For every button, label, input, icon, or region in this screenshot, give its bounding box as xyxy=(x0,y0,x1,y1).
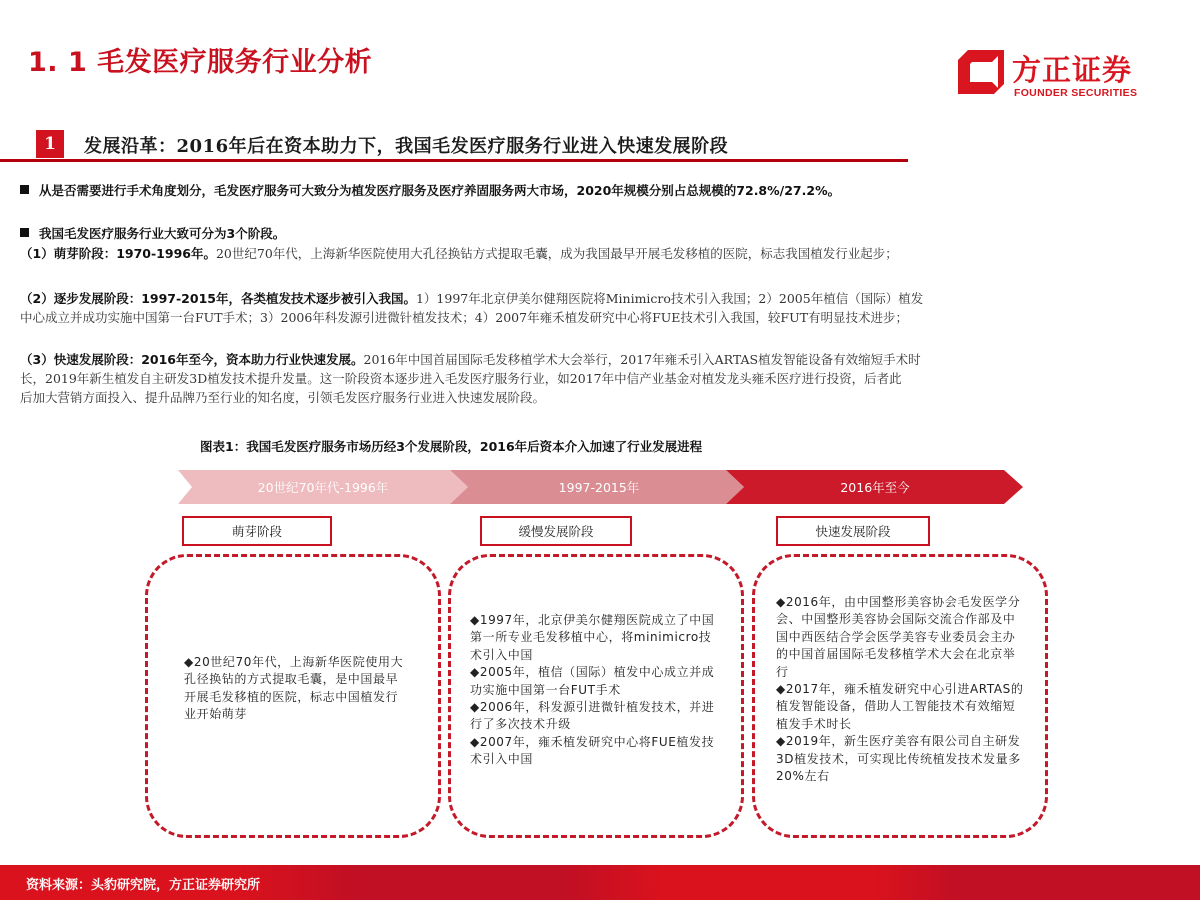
stage-box-text xyxy=(776,594,1026,785)
timeline-period-1: 20世纪70年代-1996年 xyxy=(257,480,389,495)
section-number-badge: 1 xyxy=(36,130,64,158)
stage-body: 长，2019年新生植发自主研发3D植发技术提升发量。这一阶段资本逐步进入毛发医疗服务行业，如2017年中信产业基金对植发龙头雍禾医疗进行投资，后者此 xyxy=(20,371,902,386)
stage-label-sprouting: 萌芽阶段 xyxy=(182,516,332,546)
stage-box-text xyxy=(184,654,406,724)
stage-body: 2016年中国首届国际毛发移植学术大会举行，2017年雍禾引入ARTAS植发智能设备有效缩短手术时 xyxy=(363,352,921,367)
stage-box-text xyxy=(470,612,722,769)
source-note: 资料来源：头豹研究院，方正证券研究所 xyxy=(26,878,261,893)
section-header xyxy=(36,130,906,162)
stage-item: ◆2006年，科发源引进微针植发技术，并进行了多次技术升级 xyxy=(470,700,715,732)
timeline-period-2: 1997-2015年 xyxy=(558,480,640,495)
section-divider xyxy=(0,159,908,162)
figure-caption: 图表1：我国毛发医疗服务市场历经3个发展阶段，2016年后资本介入加速了行业发展进程 xyxy=(200,439,703,454)
stage-item: ◆2017年，雍禾植发研究中心引进ARTAS的植发智能设备，借助人工智能技术有效缩短植发手术时长 xyxy=(776,682,1024,731)
section-title: 发展沿革：2016年后在资本助力下，我国毛发医疗服务行业进入快速发展阶段 xyxy=(84,136,729,157)
logo-text-cn: 方正证券 xyxy=(1012,53,1133,87)
stage-heading: （1）萌芽阶段：1970-1996年。 xyxy=(20,246,216,261)
stage-label-slow-growth: 缓慢发展阶段 xyxy=(480,516,632,546)
stage-paragraph-1 xyxy=(20,244,1180,263)
stage-paragraph-3 xyxy=(20,350,1180,407)
footer-bar xyxy=(0,865,1200,900)
timeline-period-3: 2016年至今 xyxy=(840,480,910,495)
page-title: 1. 1 毛发医疗服务行业分析 xyxy=(28,47,373,78)
stage-body: 1）1997年北京伊美尔健翔医院将Minimicro技术引入我国；2）2005年植信（国际）植发 xyxy=(415,291,924,306)
bullet-text: 我国毛发医疗服务行业大致可分为3个阶段。 xyxy=(39,226,286,241)
stage-body: 中心成立并成功实施中国第一台FUT手术；3）2006年科发源引进微针植发技术；4）2007年雍禾植发研究中心将FUE技术引入我国，较FUT有明显技术进步； xyxy=(20,310,908,325)
stage-item: ◆2007年，雍禾植发研究中心将FUE植发技术引入中国 xyxy=(470,734,715,767)
stage-item: ◆1997年，北京伊美尔健翔医院成立了中国第一所专业毛发移植中心，将minimicro技术引入中国 xyxy=(470,613,715,662)
bullet-item xyxy=(20,224,285,242)
logo-text-en: FOUNDER SECURITIES xyxy=(1014,87,1138,99)
timeline xyxy=(178,470,1023,504)
stage-label-rapid-growth: 快速发展阶段 xyxy=(776,516,930,546)
logo-mark-icon xyxy=(958,50,1004,94)
stage-item: ◆2016年，由中国整形美容协会毛发医学分会、中国整形美容协会国际交流合作部及中国中西医结合学会医学美容专业委员会主办的中国首届国际毛发移植学术大会在北京举行 xyxy=(776,595,1021,679)
stage-item: ◆2005年，植信（国际）植发中心成立并成功实施中国第一台FUT手术 xyxy=(470,665,715,697)
bullet-item xyxy=(20,181,840,199)
square-bullet-icon xyxy=(20,228,29,237)
stage-body: 20世纪70年代，上海新华医院使用大孔径换钻方式提取毛囊，成为我国最早开展毛发移植的医院，标志我国植发行业起步； xyxy=(215,246,898,261)
stage-item: ◆20世纪70年代，上海新华医院使用大孔径换钻的方式提取毛囊，是中国最早开展毛发移植的医院，标志中国植发行业开始萌芽 xyxy=(184,655,404,722)
founder-securities-logo xyxy=(958,48,1168,104)
stage-item: ◆2019年，新生医疗美容有限公司自主研发3D植发技术，可实现比传统植发技术发量多20%左右 xyxy=(776,734,1021,784)
bullet-text: 从是否需要进行手术角度划分，毛发医疗服务可大致分为植发医疗服务及医疗养固服务两大市场，2020年规模分别占总规模的72.8%/27.2%。 xyxy=(39,183,841,198)
stage-heading: （2）逐步发展阶段：1997-2015年，各类植发技术逐步被引入我国。 xyxy=(20,291,416,306)
stage-body: 后加大营销方面投入、提升品牌乃至行业的知名度，引领毛发医疗服务行业进入快速发展阶段。 xyxy=(20,390,546,405)
stage-heading: （3）快速发展阶段：2016年至今，资本助力行业快速发展。 xyxy=(20,352,364,367)
square-bullet-icon xyxy=(20,185,29,194)
stage-paragraph-2 xyxy=(20,289,1180,327)
